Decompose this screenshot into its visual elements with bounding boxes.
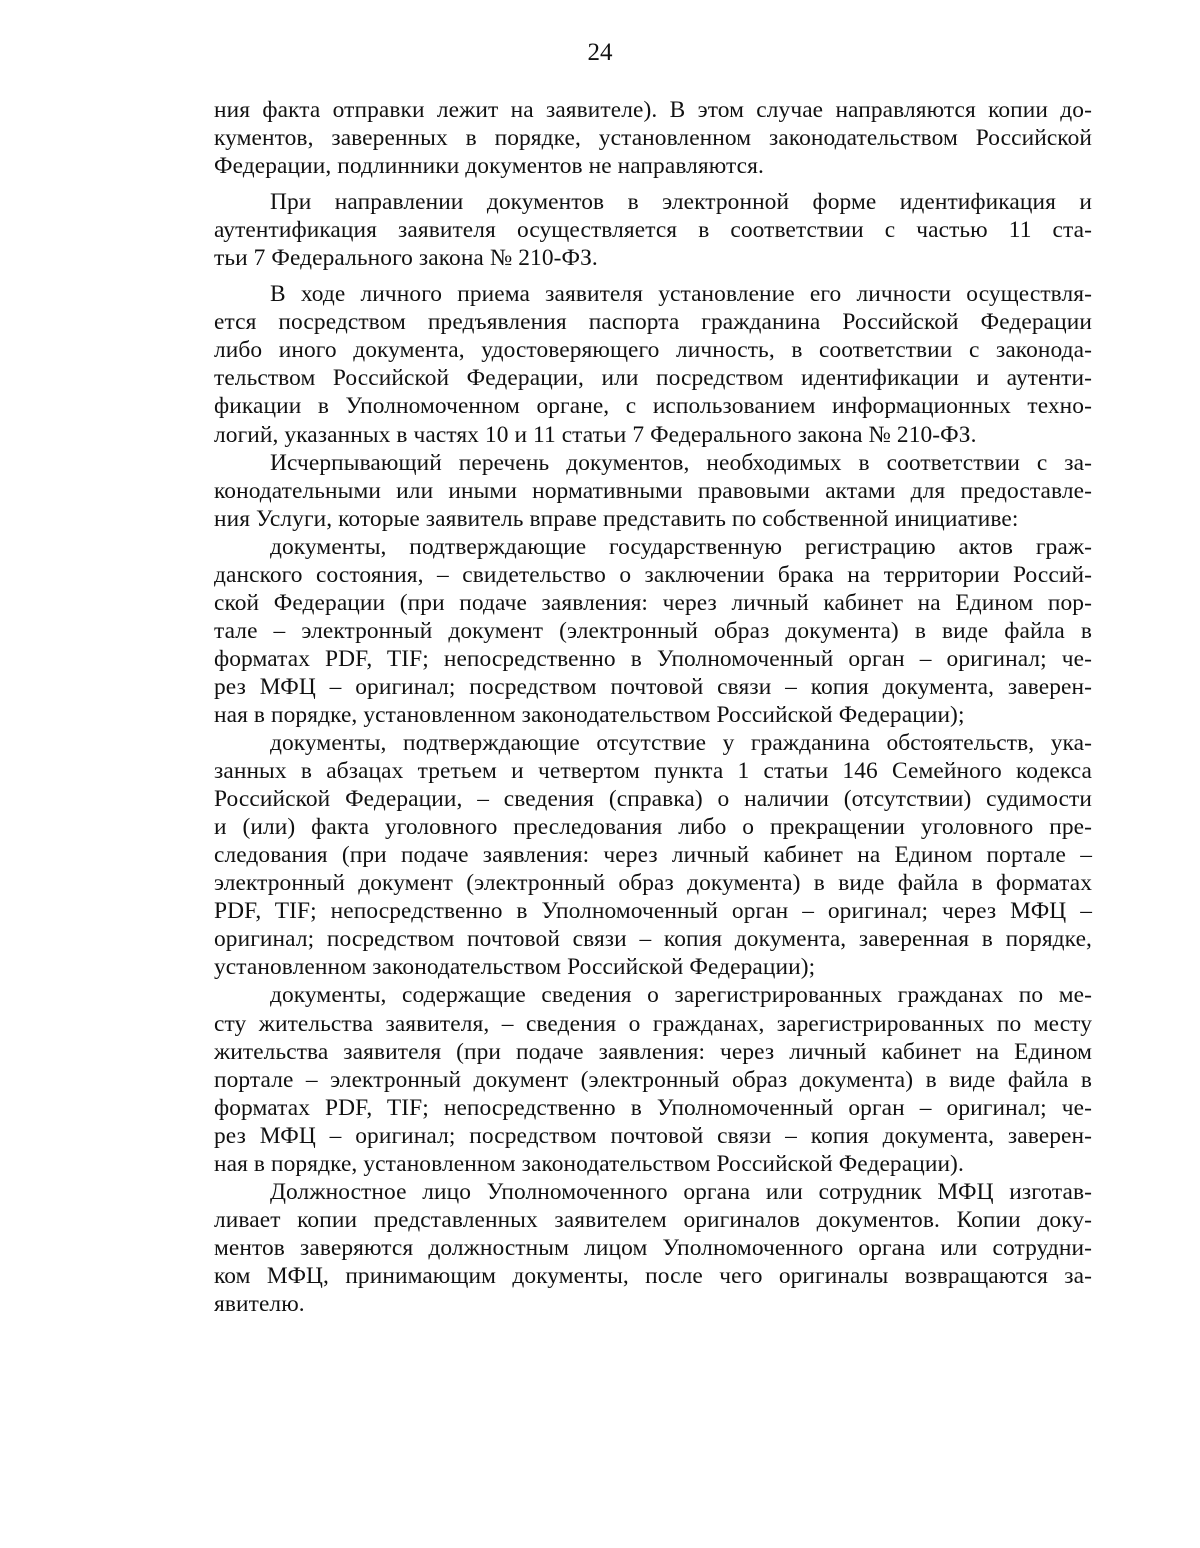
text-line: тале – электронный документ (электронный образ документа) в виде файла в [214, 617, 1092, 644]
text-line: PDF, TIF; непосредственно в Уполномоченный орган – оригинал; через МФЦ – [214, 898, 1092, 925]
text-line: ния факта отправки лежит на заявителе). В этом случае направляются копии до- [214, 97, 1092, 123]
text-line: жительства заявителя (при подаче заявления: через личный кабинет на Едином [214, 1038, 1092, 1065]
text-line: документы, содержащие сведения о зарегистрированных гражданах по ме- [270, 982, 1092, 1009]
text-line: ментов заверяются должностным лицом Уполномоченного органа или сотрудни- [214, 1234, 1092, 1261]
paragraph [214, 729, 1092, 981]
text-line: кументов, заверенных в порядке, установленном законодательством Российской [214, 125, 1092, 152]
paragraph [214, 533, 1092, 729]
text-line: рез МФЦ – оригинал; посредством почтовой связи – копия документа, заверен- [214, 1122, 1092, 1149]
text-line: документы, подтверждающие отсутствие у гражданина обстоятельств, ука- [270, 730, 1092, 757]
text-line: следования (при подаче заявления: через личный кабинет на Едином портале – [214, 842, 1092, 869]
text-line: форматах PDF, TIF; непосредственно в Уполномоченный орган – оригинал; че- [214, 645, 1092, 672]
paragraph [214, 449, 1092, 533]
text-line: явителю. [214, 1290, 305, 1317]
text-line: портале – электронный документ (электронный образ документа) в виде файла в [214, 1066, 1092, 1093]
text-line: сту жительства заявителя, – сведения о гражданах, зарегистрированных по месту [214, 1010, 1092, 1037]
text-line: рез МФЦ – оригинал; посредством почтовой связи – копия документа, заверен- [214, 673, 1092, 700]
text-line: В ходе личного приема заявителя установление его личности осуществля- [270, 281, 1092, 308]
text-line: тьи 7 Федерального закона № 210-ФЗ. [214, 245, 598, 272]
text-line: ской Федерации (при подаче заявления: через личный кабинет на Едином пор- [214, 589, 1092, 616]
text-line: занных в абзацах третьем и четвертом пункта 1 статьи 146 Семейного кодекса [214, 758, 1092, 785]
paragraph [214, 1178, 1092, 1318]
paragraph [214, 280, 1092, 448]
text-line: Федерации, подлинники документов не направляются. [214, 153, 764, 180]
document-body [214, 96, 1092, 1318]
text-line: ется посредством предъявления паспорта гражданина Российской Федерации [214, 309, 1092, 336]
text-line: ная в порядке, установленном законодательством Российской Федерации); [214, 701, 965, 728]
text-line: электронный документ (электронный образ документа) в виде файла в форматах [214, 870, 1092, 897]
text-line: и (или) факта уголовного преследования либо о прекращении уголовного пре- [214, 814, 1092, 841]
text-line: установленном законодательством Российской Федерации); [214, 954, 816, 981]
text-line: данского состояния, – свидетельство о заключении брака на территории Россий- [214, 561, 1092, 588]
text-line: аутентификация заявителя осуществляется в соответствии с частью 11 ста- [214, 217, 1092, 244]
text-line: Должностное лицо Уполномоченного органа или сотрудник МФЦ изготав- [270, 1178, 1092, 1205]
text-line: ком МФЦ, принимающим документы, после чего оригиналы возвращаются за- [214, 1262, 1092, 1289]
text-line: фикации в Уполномоченном органе, с использованием информационных техно- [214, 393, 1092, 420]
text-line: ния Услуги, которые заявитель вправе представить по собственной инициативе: [214, 505, 1019, 532]
text-line: При направлении документов в электронной форме идентификация и [270, 189, 1092, 216]
text-line: ливает копии представленных заявителем оригиналов документов. Копии доку- [214, 1206, 1092, 1233]
text-line: ная в порядке, установленном законодательством Российской Федерации). [214, 1150, 964, 1177]
text-line: либо иного документа, удостоверяющего личность, в соответствии с законода- [214, 337, 1092, 364]
text-line: конодательными или иными нормативными правовыми актами для предоставле- [214, 477, 1092, 504]
paragraph [214, 981, 1092, 1177]
text-line: Российской Федерации, – сведения (справка) о наличии (отсутствии) судимости [214, 786, 1092, 813]
text-line: документы, подтверждающие государственную регистрацию актов граж- [270, 533, 1092, 560]
text-line: логий, указанных в частях 10 и 11 статьи 7 Федерального закона № 210-ФЗ. [214, 421, 977, 448]
text-line: форматах PDF, TIF; непосредственно в Уполномоченный орган – оригинал; че- [214, 1094, 1092, 1121]
page-number: 24 [587, 39, 613, 66]
paragraph [214, 96, 1092, 180]
text-line: тельством Российской Федерации, или посредством идентификации и аутенти- [214, 365, 1092, 392]
text-line: Исчерпывающий перечень документов, необходимых в соответствии с за- [270, 449, 1092, 476]
paragraph [214, 188, 1092, 272]
text-line: оригинал; посредством почтовой связи – копия документа, заверенная в порядке, [214, 926, 1092, 953]
